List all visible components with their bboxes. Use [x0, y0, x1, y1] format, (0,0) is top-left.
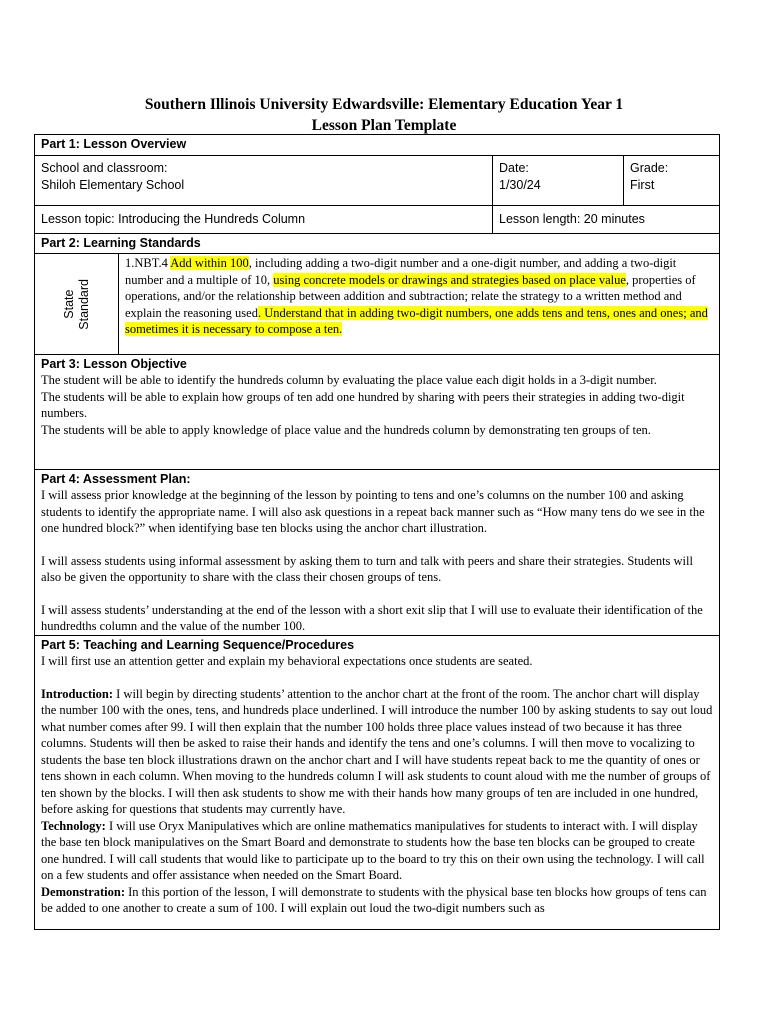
standard-text: [119, 254, 720, 355]
part2-heading: Part 2: Learning Standards: [35, 234, 720, 254]
introduction-paragraph: [41, 686, 713, 818]
objective-1: The student will be able to identify the hundreds column by evaluating the place value each digit holds in a 3-digit number.: [41, 373, 657, 387]
lesson-plan-table: [34, 134, 720, 930]
objective-2: The students will be able to explain how groups of ten add one hundred by sharing with peers their strategies in adding two-digit numbers.: [41, 389, 685, 420]
date-value: 1/30/24: [499, 178, 541, 192]
standard-text-2: , properties of operations, and/or the relationship between addition and subtraction; relate the strategy to a written method and explain the reasoning used: [125, 272, 696, 320]
procedure-intro-line: I will first use an attention getter and explain my behavioral expectations once students are seated.: [41, 654, 533, 668]
part4-section: [35, 470, 720, 636]
objective-3: The students will be able to apply knowledge of place value and the hundreds column by demonstrating ten groups of ten.: [41, 422, 651, 437]
introduction-label: Introduction:: [41, 686, 114, 701]
assessment-paragraph-1: I will assess prior knowledge at the beginning of the lesson by pointing to tens and one’s columns on the number 100 and asking students to identify the appropriate name. I will also ask questions in a repeat back manner such as “How many tens do we see in the one hundred block?” when identifying base ten blocks using the anchor chart illustration.: [41, 488, 705, 535]
introduction-text: I will begin by directing students’ attention to the anchor chart at the front of the room. The anchor chart will display the number 100 with the ones, tens, and hundreds place underlined. I will introduce the number 100 by asking students to say out loud what number comes after 99. I will then explain that the number 100 holds three place values instead of two because it has three columns. Students will then be asked to raise their hands and identify the tens and one’s columns. I will then move to vocalizing to students the base ten block illustrations drawn on the anchor chart and I will have students repeat back to me the quantity of ones or tens shown in each column. When moving to the hundreds column I will ask students to count aloud with me the number of groups of ten shown by the blocks. I will then ask students to show me with their hands how many groups of ten are included in one hundred, before asking for questions that students may currently have.: [41, 686, 713, 816]
technology-label: Technology:: [41, 818, 106, 833]
technology-text: I will use Oryx Manipulatives which are online mathematics manipulatives for students to interact with. I will display the base ten block manipulatives on the Smart Board and demonstrate to students how the base ten blocks can be grouped to create one hundred. I will call students that would like to participate up to the board to try this on their own using the technology. I will call on a few students and offer assistance when needed on the Smart Board.: [41, 818, 705, 882]
part3-section: [35, 355, 720, 470]
assessment-paragraph-2: I will assess students using informal assessment by asking them to turn and talk with peers and share their strategies. Students will also be given the opportunity to share with the class their chosen groups of tens.: [41, 553, 693, 584]
state-standard-label: [62, 279, 92, 330]
assessment-paragraph-3: I will assess students’ understanding at the end of the lesson with a short exit slip that I will use to evaluate their identification of the hundredths column and the value of the number 100.: [41, 602, 703, 633]
grade-label: Grade:: [630, 161, 669, 175]
demonstration-text: In this portion of the lesson, I will demonstrate to students with the physical base ten blocks how groups of tens can be added to one another to create a sum of 100. I will explain out loud the two-digit numbers such as: [41, 884, 707, 915]
part4-heading: Part 4: Assessment Plan:: [41, 472, 191, 486]
part3-heading: Part 3: Lesson Objective: [41, 357, 187, 371]
lesson-length: Lesson length: 20 minutes: [493, 206, 720, 234]
state-label: State: [61, 289, 76, 319]
standard-label: Standard: [76, 278, 91, 330]
part5-heading: Part 5: Teaching and Learning Sequence/Procedures: [41, 638, 355, 652]
school-value: Shiloh Elementary School: [41, 178, 185, 192]
lesson-topic: Lesson topic: Introducing the Hundreds Column: [35, 206, 493, 234]
state-standard-label-cell: [35, 254, 119, 355]
highlight-concrete-models: using concrete models or drawings and strategies based on place value: [273, 272, 626, 287]
part5-section: [35, 636, 720, 930]
highlight-add-within-100: Add within 100: [170, 256, 249, 270]
standard-text-1: , including adding a two-digit number and a one-digit number, and adding a two-digit number and a multiple of 10,: [125, 256, 677, 287]
date-cell: [493, 156, 624, 206]
standard-code: 1.NBT.4: [125, 256, 171, 270]
school-cell: [35, 156, 493, 206]
demonstration-paragraph: [41, 884, 713, 917]
grade-cell: [624, 156, 720, 206]
document-title-line1: Southern Illinois University Edwardsville: Elementary Education Year 1: [144, 96, 624, 113]
document-title-line2: Lesson Plan Template: [311, 117, 457, 134]
date-label: Date:: [499, 161, 529, 175]
part1-heading: Part 1: Lesson Overview: [35, 135, 720, 156]
demonstration-label: Demonstration:: [41, 884, 126, 899]
highlight-understand-two-digit: . Understand that in adding two-digit numbers, one adds tens and tens, ones and ones; and sometimes it is necessary to compose a ten.: [125, 305, 708, 336]
technology-paragraph: [41, 818, 713, 884]
grade-value: First: [630, 178, 655, 192]
school-label: School and classroom:: [41, 161, 168, 175]
